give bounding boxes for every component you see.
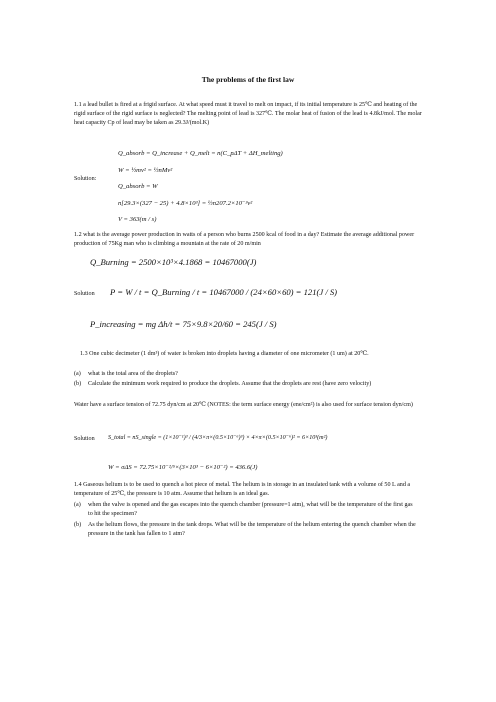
problem-1-1-solution-label: Solution: — [74, 176, 97, 182]
problem-1-2-solution-label: Solution — [74, 291, 95, 297]
equation: S_total = nS_single = (1×10⁻¹)³ / (4/3×π×(0.5×10⁻⁶)³) × 4×π×(0.5×10⁻⁶)² = 6×10³(m²) — [108, 435, 328, 441]
problem-1-1-text: 1.1 a lead bullet is fired at a frigid surface. At what speed must it travel to melt on impact, if its initial temperature is 25℃ and heating of the rigid surface of the rigid surface is neglected? The melting point of lead is 327℃. The molar heat of fusion of the lead is 4.8kJ/mol. The molar heat capacity Cp of lead may be taken as 29.3J/(mol.K) — [74, 102, 422, 127]
equation: Q_absorb = Q_increase + Q_melt = n(C_pΔT + ΔH_melting) — [118, 150, 283, 157]
list-item: (b) Calculate the minimum work required to produce the droplets. Assume that the droplets are rest (have zero velocity) — [74, 381, 372, 387]
page-title: The problems of the first law — [201, 75, 295, 84]
equation: W = ½mv² = ½nMv² — [118, 167, 173, 174]
equation: n[29.3×(327 − 25) + 4.8×10³] = ½n207.2×10⁻³v² — [118, 200, 253, 207]
problem-1-4-text: 1.4 Gaseous helium is to be used to quench a hot piece of metal. The helium is in storage in an insulated tank with a volume of 50 L and a temperature of 25℃, the pressure is 10 atm. Assume that helium is an ideal gas. — [74, 482, 411, 498]
list-item: (a) when the valve is opened and the gas escapes into the quench chamber (pressure=1 atm), what will be the temperature of the first gas to hit the specimen? — [74, 502, 413, 518]
list-item: (a) what is the total area of the droplets? — [74, 371, 178, 377]
equation: P = W / t = Q_Burning / t = 10467000 / (24×60×60) = 121(J / S) — [110, 287, 338, 297]
equation: Q_Burning = 2500×10³×4.1868 = 10467000(J) — [90, 257, 257, 267]
equation: Q_absorb = W — [118, 183, 158, 190]
equation: W = σΔS = 72.75×10⁻²/⁵×(3×10³ − 6×10⁻²) = 436.6(J) — [108, 464, 258, 471]
list-item: (b) As the helium flows, the pressure in the tank drops. What will be the temperature of the helium entering the quench chamber when the pressure in the tank has fallen to 1 atm? — [74, 522, 416, 538]
problem-1-3-note: Water have a surface tension of 72.75 dyn/cm at 20℃ (NOTES: the term surface energy (ene/cm²) is also used for surface tension dyn/cm) — [74, 402, 413, 408]
equation: V = 363(m / s) — [118, 216, 157, 223]
problem-1-3-text: 1.3 One cubic decimeter (1 dm³) of water is broken into droplets having a diameter of one micrometer (1 um) at 20℃. — [80, 351, 369, 357]
problem-1-2-text: 1.2 what is the average power production in watts of a person who burns 2500 kcal of food in a day? Estimate the average additional power production of 75Kg man who is climbing a mountain at the rate of 20 m/min — [74, 232, 415, 248]
equation: P_increasing = mg Δh/t = 75×9.8×20/60 = 245(J / S) — [90, 319, 277, 329]
problem-1-3-solution-label: Solution — [74, 436, 95, 442]
